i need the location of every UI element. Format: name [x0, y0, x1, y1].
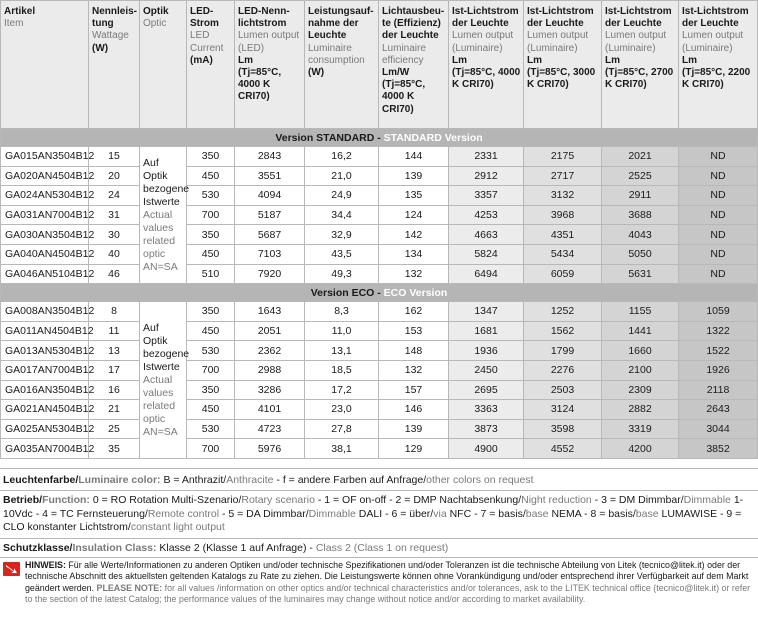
cell-led-current: 450: [187, 244, 235, 264]
cell-consumption: 27,8: [305, 419, 379, 439]
cell-wattage: 25: [89, 419, 140, 439]
cell-wattage: 11: [89, 321, 140, 341]
cell-wattage: 21: [89, 400, 140, 420]
cell-lumen-2700k: 4043: [602, 225, 679, 245]
cell-lumen-2200k: 1322: [679, 321, 758, 341]
cell-led-lumen: 5687: [235, 225, 305, 245]
cell-efficiency: 148: [379, 341, 449, 361]
cell-lumen-2200k: ND: [679, 205, 758, 225]
hint-arrow-icon: [3, 562, 20, 576]
table-row: [1, 186, 758, 206]
cell-lumen-4000k: 2695: [449, 380, 524, 400]
cell-consumption: 32,9: [305, 225, 379, 245]
cell-lumen-3000k: 2717: [524, 166, 602, 186]
cell-article: GA024AN5304B12: [1, 186, 89, 206]
col-lumen-2700k: Ist-Lichtstrom der Leuchte Lumen output (Luminaire) Lm (Tj=85°C, 2700 K CRI70): [602, 1, 679, 129]
cell-led-current: 530: [187, 186, 235, 206]
cell-led-current: 700: [187, 439, 235, 459]
table-row: [1, 419, 758, 439]
cell-led-current: 700: [187, 205, 235, 225]
color-note: Leuchtenfarbe/Luminaire color: B = Anthrazit/Anthracite - f = andere Farben auf Anfrage/other colors on request: [3, 474, 534, 486]
cell-wattage: 13: [89, 341, 140, 361]
hint-text: HINWEIS: Für alle Werte/Informationen zu anderen Optiken und/oder technische Spezifikationen und/oder Toleranzen ist die technische Abteilung von Litek (tecnico@litek.it) oder der technische Abschnitt des aktuellsten geltenden Katalogs zu Rate zu ziehen. Die Leistungswerte können ohne Vorankündigung und/oder entsprechend ihrer Verfügbarkeit auf dem Markt geändert werden. PLEASE NOTE: for all values /information on other optics and/or technical characteristics and/or tolerances, ask to the LITEK technical office (tecnico@litek.it) or refer to the section of the latest Catalog; the performance values of the luminaires may change without notice and/or according to market availability.: [25, 560, 751, 605]
table-row: [1, 225, 758, 245]
cell-lumen-4000k: 4900: [449, 439, 524, 459]
cell-consumption: 18,5: [305, 360, 379, 380]
cell-lumen-4000k: 3873: [449, 419, 524, 439]
cell-wattage: 20: [89, 166, 140, 186]
cell-lumen-2200k: ND: [679, 166, 758, 186]
divider: [0, 490, 758, 491]
cell-lumen-3000k: 2276: [524, 360, 602, 380]
cell-lumen-2700k: 1660: [602, 341, 679, 361]
table-row: [1, 439, 758, 459]
cell-consumption: 13,1: [305, 341, 379, 361]
section-header: [1, 284, 758, 302]
cell-article: GA008AN3504B12: [1, 302, 89, 322]
spec-body: [1, 129, 758, 459]
header-row: [1, 1, 758, 129]
cell-lumen-2700k: 4200: [602, 439, 679, 459]
insulation-note: Schutzklasse/Insulation Class: Klasse 2 (Klasse 1 auf Anfrage) - Class 2 (Class 1 on request): [3, 542, 449, 554]
section-header: [1, 129, 758, 147]
col-consumption: Leistungsauf-nahme der Leuchte Luminaire consumption (W): [305, 1, 379, 129]
cell-lumen-2200k: ND: [679, 186, 758, 206]
cell-article: GA031AN7004B12: [1, 205, 89, 225]
cell-efficiency: 132: [379, 264, 449, 284]
cell-efficiency: 157: [379, 380, 449, 400]
cell-article: GA030AN3504B12: [1, 225, 89, 245]
cell-efficiency: 146: [379, 400, 449, 420]
cell-lumen-4000k: 5824: [449, 244, 524, 264]
cell-led-lumen: 4101: [235, 400, 305, 420]
cell-lumen-3000k: 1562: [524, 321, 602, 341]
col-led-current: LED-Strom LED Current (mA): [187, 1, 235, 129]
cell-lumen-4000k: 2331: [449, 147, 524, 167]
cell-consumption: 17,2: [305, 380, 379, 400]
cell-lumen-4000k: 2912: [449, 166, 524, 186]
cell-efficiency: 134: [379, 244, 449, 264]
cell-article: GA017AN7004B12: [1, 360, 89, 380]
cell-optic: Auf Optik bezogene Istwerte Actual values related optic AN=SA: [140, 147, 187, 284]
cell-efficiency: 162: [379, 302, 449, 322]
table-row: [1, 147, 758, 167]
cell-wattage: 15: [89, 147, 140, 167]
cell-consumption: 49,3: [305, 264, 379, 284]
cell-lumen-3000k: 1799: [524, 341, 602, 361]
cell-led-lumen: 4094: [235, 186, 305, 206]
cell-lumen-2700k: 3319: [602, 419, 679, 439]
col-efficiency: Lichtausbeu-te (Effizienz) der Leuchte Luminaire efficiency Lm/W (Tj=85°C, 4000 K CRI70): [379, 1, 449, 129]
table-row: [1, 380, 758, 400]
cell-lumen-2200k: 1059: [679, 302, 758, 322]
cell-article: GA040AN4504B12: [1, 244, 89, 264]
cell-led-lumen: 2051: [235, 321, 305, 341]
cell-article: GA025AN5304B12: [1, 419, 89, 439]
cell-wattage: 8: [89, 302, 140, 322]
cell-lumen-2200k: 3852: [679, 439, 758, 459]
cell-led-lumen: 7920: [235, 264, 305, 284]
cell-lumen-2700k: 2911: [602, 186, 679, 206]
cell-efficiency: 124: [379, 205, 449, 225]
cell-led-lumen: 5976: [235, 439, 305, 459]
cell-wattage: 16: [89, 380, 140, 400]
cell-efficiency: 139: [379, 419, 449, 439]
cell-lumen-2700k: 5050: [602, 244, 679, 264]
cell-consumption: 24,9: [305, 186, 379, 206]
table-row: [1, 244, 758, 264]
function-note: Betrieb/Function: 0 = RO Rotation Multi-Szenario/Rotary scenario - 1 = OF on-off - 2 = DMP Nachtabsenkung/Night reduction - 3 = DM Dimmbar/Dimmable 1-10Vdc - 4 = TC Fernsteuerung/Remote control - 5 = DA Dimmbar/Dimmable DALI - 6 = über/via NFC - 7 = basis/base NEMA - 8 = basis/base LUMAWISE - 9 = CLO konstanter Lichtstrom/constant light output: [3, 494, 744, 533]
cell-led-current: 350: [187, 380, 235, 400]
cell-article: GA015AN3504B12: [1, 147, 89, 167]
cell-led-current: 510: [187, 264, 235, 284]
cell-lumen-4000k: 1681: [449, 321, 524, 341]
cell-lumen-3000k: 6059: [524, 264, 602, 284]
cell-led-lumen: 2843: [235, 147, 305, 167]
cell-wattage: 31: [89, 205, 140, 225]
table-row: [1, 360, 758, 380]
table-row: [1, 400, 758, 420]
cell-wattage: 17: [89, 360, 140, 380]
cell-consumption: 43,5: [305, 244, 379, 264]
cell-led-lumen: 2988: [235, 360, 305, 380]
cell-efficiency: 144: [379, 147, 449, 167]
cell-efficiency: 142: [379, 225, 449, 245]
cell-efficiency: 135: [379, 186, 449, 206]
cell-lumen-3000k: 3132: [524, 186, 602, 206]
cell-lumen-3000k: 3598: [524, 419, 602, 439]
cell-article: GA011AN4504B12: [1, 321, 89, 341]
cell-efficiency: 132: [379, 360, 449, 380]
cell-led-current: 530: [187, 341, 235, 361]
col-lumen-3000k: Ist-Lichtstrom der Leuchte Lumen output (Luminaire) Lm (Tj=85°C, 3000 K CRI70): [524, 1, 602, 129]
cell-led-current: 350: [187, 302, 235, 322]
cell-led-lumen: 1643: [235, 302, 305, 322]
cell-lumen-2700k: 5631: [602, 264, 679, 284]
cell-led-lumen: 5187: [235, 205, 305, 225]
cell-efficiency: 153: [379, 321, 449, 341]
cell-led-current: 450: [187, 166, 235, 186]
cell-lumen-2200k: 1926: [679, 360, 758, 380]
cell-lumen-4000k: 4253: [449, 205, 524, 225]
cell-lumen-4000k: 4663: [449, 225, 524, 245]
cell-lumen-4000k: 1936: [449, 341, 524, 361]
col-article: Artikel Item: [1, 1, 89, 129]
cell-lumen-4000k: 3363: [449, 400, 524, 420]
cell-lumen-2700k: 2882: [602, 400, 679, 420]
cell-lumen-2200k: 2118: [679, 380, 758, 400]
cell-article: GA020AN4504B12: [1, 166, 89, 186]
cell-consumption: 34,4: [305, 205, 379, 225]
cell-article: GA046AN5104B12: [1, 264, 89, 284]
cell-article: GA035AN7004B12: [1, 439, 89, 459]
cell-led-lumen: 4723: [235, 419, 305, 439]
hint-box: [3, 560, 755, 606]
cell-led-lumen: 2362: [235, 341, 305, 361]
table-row: [1, 264, 758, 284]
cell-led-current: 700: [187, 360, 235, 380]
cell-lumen-3000k: 3124: [524, 400, 602, 420]
cell-led-lumen: 7103: [235, 244, 305, 264]
cell-lumen-3000k: 4351: [524, 225, 602, 245]
col-lumen-4000k: Ist-Lichtstrom der Leuchte Lumen output (Luminaire) Lm (Tj=85°C, 4000 K CRI70): [449, 1, 524, 129]
section-title: Version STANDARD - STANDARD Version: [1, 129, 758, 147]
cell-led-lumen: 3551: [235, 166, 305, 186]
cell-optic: Auf Optik bezogene Istwerte Actual values related optic AN=SA: [140, 302, 187, 459]
divider: [0, 468, 758, 469]
cell-consumption: 21,0: [305, 166, 379, 186]
cell-lumen-2700k: 1441: [602, 321, 679, 341]
cell-led-current: 350: [187, 225, 235, 245]
divider: [0, 557, 758, 558]
cell-led-current: 350: [187, 147, 235, 167]
cell-wattage: 46: [89, 264, 140, 284]
cell-wattage: 35: [89, 439, 140, 459]
cell-lumen-2200k: ND: [679, 147, 758, 167]
section-title: Version ECO - ECO Version: [1, 284, 758, 302]
cell-lumen-2200k: ND: [679, 225, 758, 245]
cell-led-current: 530: [187, 419, 235, 439]
table-row: [1, 166, 758, 186]
col-led-lumen: LED-Nenn-lichtstrom Lumen output (LED) Lm (Tj=85°C, 4000 K CRI70): [235, 1, 305, 129]
cell-lumen-3000k: 2503: [524, 380, 602, 400]
cell-lumen-3000k: 5434: [524, 244, 602, 264]
col-optic: Optik Optic: [140, 1, 187, 129]
cell-efficiency: 139: [379, 166, 449, 186]
cell-led-current: 450: [187, 321, 235, 341]
cell-lumen-2200k: ND: [679, 264, 758, 284]
table-row: [1, 321, 758, 341]
cell-efficiency: 129: [379, 439, 449, 459]
cell-lumen-2700k: 1155: [602, 302, 679, 322]
cell-lumen-4000k: 1347: [449, 302, 524, 322]
cell-consumption: 8,3: [305, 302, 379, 322]
cell-led-lumen: 3286: [235, 380, 305, 400]
cell-lumen-2700k: 3688: [602, 205, 679, 225]
cell-lumen-4000k: 2450: [449, 360, 524, 380]
cell-lumen-3000k: 3968: [524, 205, 602, 225]
cell-lumen-4000k: 6494: [449, 264, 524, 284]
cell-consumption: 23,0: [305, 400, 379, 420]
cell-consumption: 11,0: [305, 321, 379, 341]
cell-article: GA021AN4504B12: [1, 400, 89, 420]
cell-lumen-4000k: 3357: [449, 186, 524, 206]
cell-lumen-2700k: 2525: [602, 166, 679, 186]
table-row: [1, 302, 758, 322]
cell-lumen-2200k: 2643: [679, 400, 758, 420]
table-row: [1, 341, 758, 361]
cell-lumen-2200k: 3044: [679, 419, 758, 439]
cell-lumen-3000k: 1252: [524, 302, 602, 322]
cell-lumen-3000k: 4552: [524, 439, 602, 459]
cell-article: GA016AN3504B12: [1, 380, 89, 400]
cell-lumen-2200k: 1522: [679, 341, 758, 361]
cell-lumen-2700k: 2309: [602, 380, 679, 400]
cell-lumen-3000k: 2175: [524, 147, 602, 167]
col-wattage: Nennleis-tung Wattage (W): [89, 1, 140, 129]
cell-lumen-2200k: ND: [679, 244, 758, 264]
cell-consumption: 38,1: [305, 439, 379, 459]
cell-wattage: 30: [89, 225, 140, 245]
cell-lumen-2700k: 2021: [602, 147, 679, 167]
cell-led-current: 450: [187, 400, 235, 420]
cell-wattage: 24: [89, 186, 140, 206]
table-row: [1, 205, 758, 225]
cell-consumption: 16,2: [305, 147, 379, 167]
divider: [0, 538, 758, 539]
cell-article: GA013AN5304B12: [1, 341, 89, 361]
cell-wattage: 40: [89, 244, 140, 264]
cell-lumen-2700k: 2100: [602, 360, 679, 380]
col-lumen-2200k: Ist-Lichtstrom der Leuchte Lumen output (Luminaire) Lm (Tj=85°C, 2200 K CRI70): [679, 1, 758, 129]
